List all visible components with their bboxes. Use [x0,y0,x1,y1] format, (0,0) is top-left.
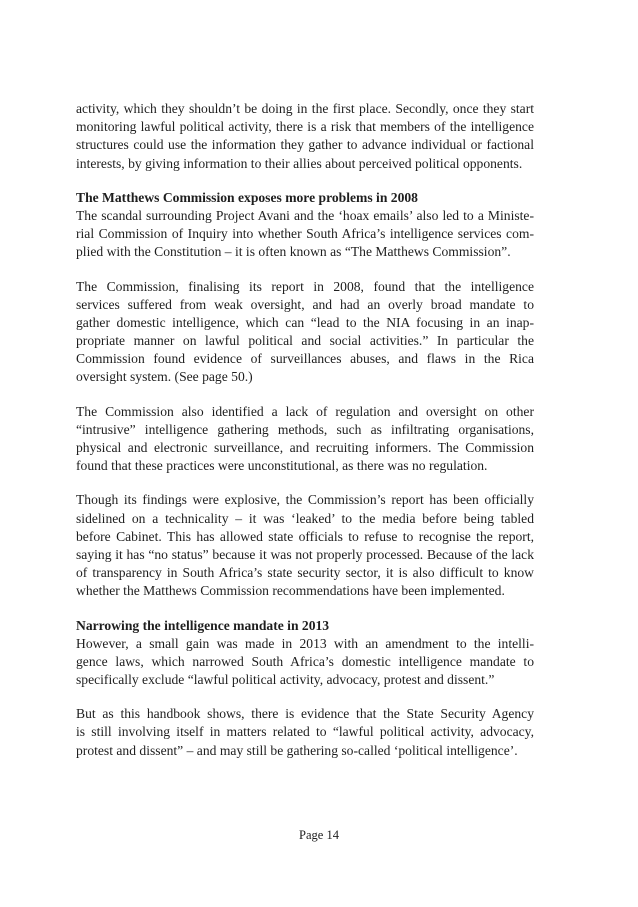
text-line: saying it has “no status” because it was not properly processed. Because of the lack [76,546,534,562]
text-line: activity, which they shouldn’t be doing in the first place. Secondly, once they start [76,101,534,116]
text-line: monitoring lawful political activity, there is a risk that members of the intelligence [76,119,534,135]
text-line: before Cabinet. This has allowed state officials to refuse to recognise the report, [76,528,534,544]
text-line: is still involving itself in matters related to “lawful political activity, advocacy, [76,724,534,740]
text-line: interests, by giving information to their allies about perceived political opponents. [76,155,523,171]
text-line: rial Commission of Inquiry into whether South Africa’s intelligence services com- [76,226,534,242]
text-line: The Commission, finalising its report in 2008, found that the intelligence [76,278,534,294]
section-matthews-commission [76,189,534,601]
text-line: structures could use the information they gather to advance individual or factional [76,137,534,153]
page-number: Page 14 [299,828,339,842]
text-line: protest and dissent” – and may still be gathering so-called ‘political intelligence’. [76,742,518,758]
text-line: found that these practices were unconstitutional, as there was no regulation. [76,458,488,474]
text-line: services suffered from weak oversight, and had an overly broad mandate to [76,296,534,312]
text-line: “intrusive” intelligence gathering methods, such as infiltrating organisations, [76,421,534,437]
text-line: oversight system. (See page 50.) [76,369,253,385]
text-line: Commission found evidence of surveillances abuses, and flaws in the Rica [76,351,534,367]
text-line: Though its findings were explosive, the Commission’s report has been officially [76,492,534,508]
text-line: specifically exclude “lawful political activity, advocacy, protest and dissent.” [76,672,495,688]
text-line: gather domestic intelligence, which can “lead to the NIA focusing in an inap- [76,314,534,330]
paragraph-handbook-evidence [76,705,534,760]
section-heading: Narrowing the intelligence mandate in 2013 [76,617,330,633]
paragraph-matthews-intro [76,207,534,262]
paragraph-amendment [76,635,534,690]
paragraph-opening [76,100,534,173]
paragraph-report-sidelined [76,491,534,600]
text-line: The scandal surrounding Project Avani and the ‘hoax emails’ also led to a Ministe- [76,207,534,223]
text-line: propriate manner on lawful political and social activities.” In particular the [76,333,534,349]
text-line: of transparency in South Africa’s state security sector, it is also difficult to know [76,565,534,581]
text-line: whether the Matthews Commission recommendations have been implemented. [76,583,505,599]
text-line: sidelined on a technicality – it was ‘leaked’ to the media before being tabled [76,510,534,526]
text-line: plied with the Constitution – it is often known as “The Matthews Commission”. [76,244,511,260]
section-heading: The Matthews Commission exposes more problems in 2008 [76,189,418,205]
text-line: gence laws, which narrowed South Africa’s domestic intelligence mandate to [76,653,534,669]
text-line: But as this handbook shows, there is evidence that the State Security Agency [76,706,534,722]
paragraph-intrusive-methods [76,403,534,476]
text-line: physical and electronic surveillance, and recruiting informers. The Commission [76,440,534,455]
page-body [76,100,534,776]
section-narrowing-mandate [76,617,534,760]
paragraph-commission-findings [76,278,534,387]
text-line: The Commission also identified a lack of regulation and oversight on other [76,403,534,419]
text-line: However, a small gain was made in 2013 with an amendment to the intelli- [76,635,534,651]
